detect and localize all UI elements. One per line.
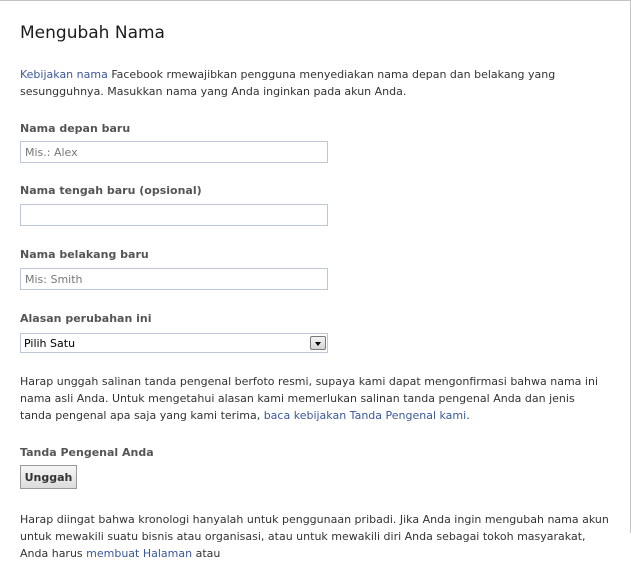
- timeline-note-text: Harap diingat bahwa kronologi hanyalah untuk penggunaan pribadi. Jika Anda ingin mengubah nama akun untuk mewakili suatu bisnis atau organisasi, atau untuk mewakili diri Anda sebagai tokoh masyarakat, Anda harus: [20, 513, 609, 560]
- id-info-text: Harap unggah salinan tanda pengenal berfoto resmi, supaya kami dapat mengonfirmasi bahwa nama ini nama asli Anda. Untuk mengetahui alasan kami memerlukan salinan tanda pengenal Anda dan jenis tanda pengenal apa saja yang kami terima,: [20, 375, 599, 422]
- id-upload-label: Tanda Pengenal Anda: [20, 446, 154, 459]
- timeline-note-paragraph: [20, 511, 612, 562]
- intro-paragraph: [20, 66, 612, 100]
- reason-selected-value: Pilih Satu: [24, 337, 76, 350]
- reason-label: Alasan perubahan ini: [20, 312, 152, 325]
- first-name-input[interactable]: [20, 141, 328, 163]
- upload-button[interactable]: Unggah: [20, 465, 77, 489]
- id-info-paragraph: [20, 373, 598, 424]
- create-page-link[interactable]: membuat Halaman: [86, 547, 193, 560]
- middle-name-label: Nama tengah baru (opsional): [20, 184, 202, 197]
- last-name-label: Nama belakang baru: [20, 248, 149, 261]
- id-policy-link[interactable]: baca kebijakan Tanda Pengenal kami: [263, 409, 467, 422]
- middle-name-input[interactable]: [20, 204, 328, 226]
- chevron-down-icon[interactable]: [310, 336, 326, 350]
- name-policy-link[interactable]: Kebijakan nama: [20, 68, 108, 81]
- first-name-label: Nama depan baru: [20, 122, 131, 135]
- last-name-input[interactable]: [20, 268, 328, 290]
- intro-text: Facebook rmewajibkan pengguna menyediakan nama depan dan belakang yang sesungguhnya. Masukkan nama yang Anda inginkan pada akun Anda.: [20, 68, 556, 98]
- reason-select[interactable]: [20, 333, 328, 353]
- page-title: Mengubah Nama: [20, 23, 165, 43]
- timeline-note-suffix: atau: [192, 547, 221, 560]
- id-info-suffix: .: [466, 409, 470, 422]
